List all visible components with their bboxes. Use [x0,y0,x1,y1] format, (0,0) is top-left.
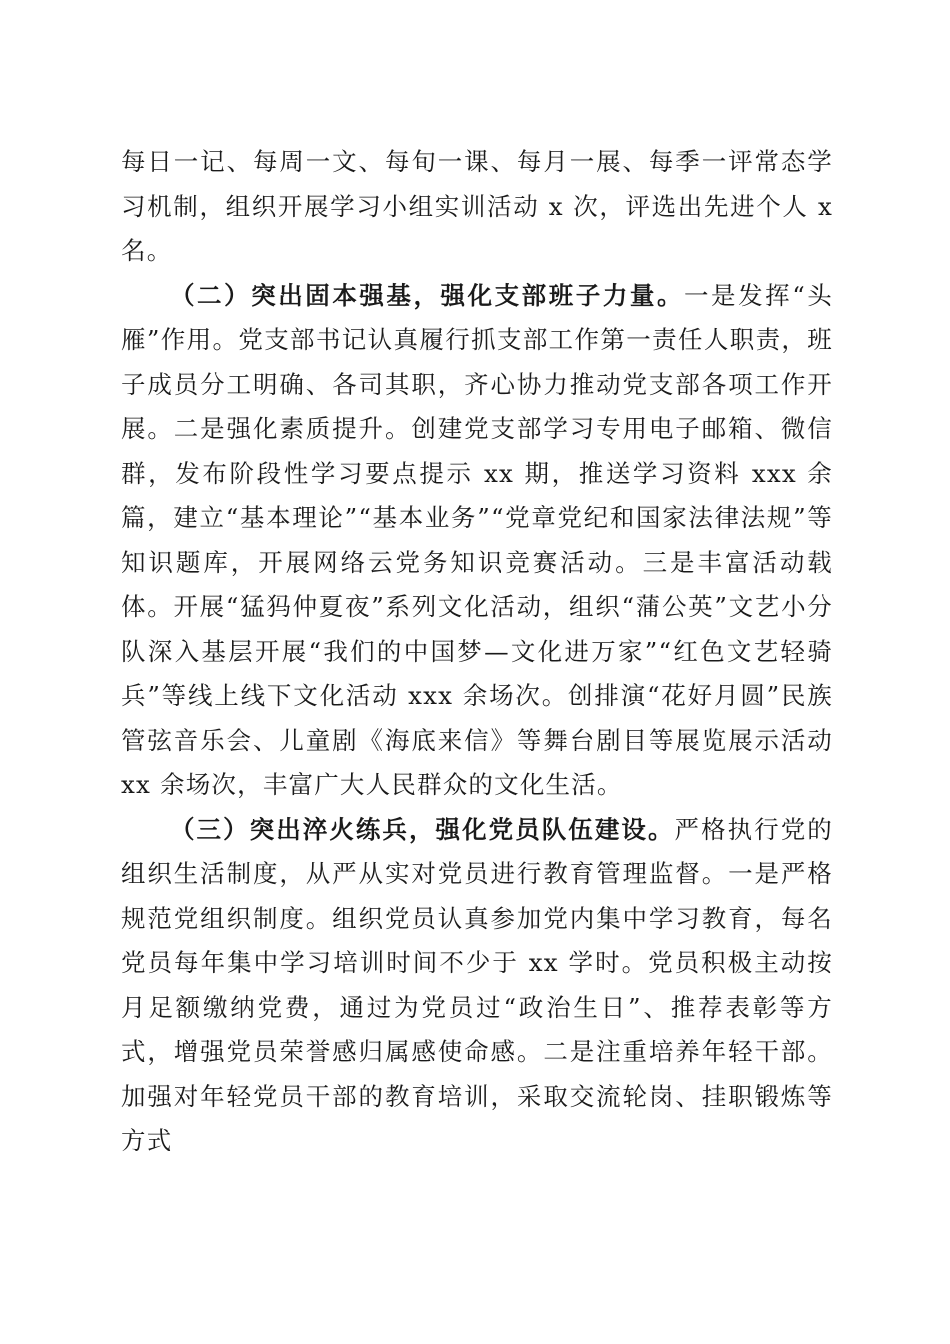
paragraph-text: 每日一记、每周一文、每旬一课、每月一展、每季一评常态学习机制，组织开展学习小组实训活动 x 次，评选出先进个人 x 名。 [121,147,833,265]
paragraph-section-two [121,274,833,808]
paragraph-text: 一是发挥“头雁”作用。党支部书记认真履行抓支部工作第一责任人职责，班子成员分工明确、各司其职，齐心协力推动党支部各项工作开展。二是强化素质提升。创建党支部学习专用电子邮箱、微信群，发布阶段性学习要点提示 xx 期，推送学习资料 xxx 余篇，建立“基本理论”“基本业务”“党章党纪和国家法律法规”等知识题库，开展网络云党务知识竞赛活动。三是丰富活动载体。开展“猛犸仲夏夜”系列文化活动，组织“蒲公英”文艺小分队深入基层开展“我们的中国梦—文化进万家”“红色文艺轻骑兵”等线上线下文化活动 xxx 余场次。创排演“花好月圆”民族管弦音乐会、儿童剧《海底来信》等舞台剧目等展览展示活动 xx 余场次，丰富广大人民群众的文化生活。 [121,280,833,799]
paragraph-continuation [121,140,833,274]
document-body [121,140,833,1164]
section-heading-three: （三）突出淬火练兵，强化党员队伍建设。 [170,814,675,844]
paragraph-text: 严格执行党的组织生活制度，从严从实对党员进行教育管理监督。一是严格规范党组织制度。组织党员认真参加党内集中学习教育，每名党员每年集中学习培训时间不少于 xx 学时。党员积极主动按月足额缴纳党费，通过为党员过“政治生日”、推荐表彰等方式，增强党员荣誉感归属感使命感。二是注重培养年轻干部。加强对年轻党员干部的教育培训，采取交流轮岗、挂职锻炼等方式 [121,814,833,1155]
paragraph-section-three [121,808,833,1164]
section-heading-two: （二）突出固本强基，强化支部班子力量。 [170,280,684,310]
